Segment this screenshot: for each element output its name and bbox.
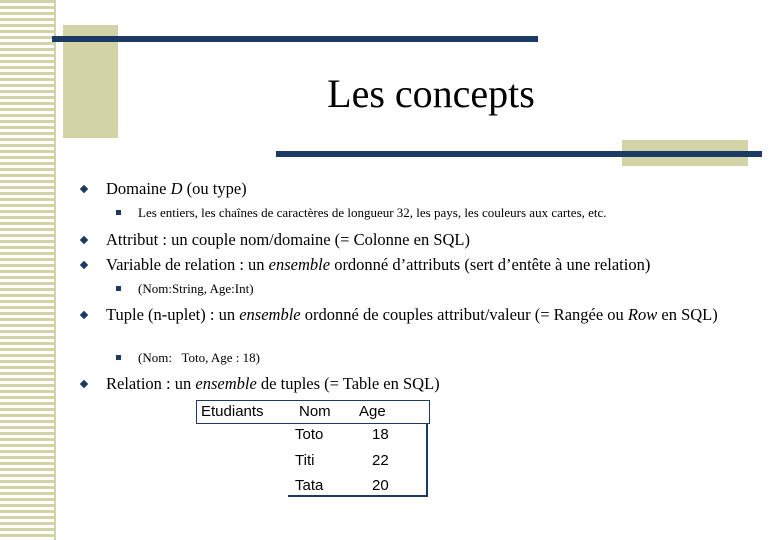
table-border-bottom — [288, 495, 428, 497]
relation-table — [196, 400, 432, 497]
bullet-item — [106, 178, 746, 200]
bullet-text: ordonné de couples attribut/valeur (= Rangée ou — [300, 305, 628, 324]
bullet-text: Les entiers, les chaînes de caractères de longueur 32, les pays, les couleurs aux cartes, etc. — [138, 205, 607, 220]
square-bullet-icon — [116, 355, 121, 360]
bullet-text: (ou type) — [182, 179, 247, 198]
diamond-bullet-icon — [80, 380, 88, 388]
bullet-item — [106, 304, 746, 326]
bullet-item — [106, 254, 746, 276]
decorative-bar-top — [52, 36, 538, 42]
table-cell-age: 22 — [372, 452, 389, 469]
table-cell-age: 18 — [372, 426, 389, 443]
table-cell-nom: Tata — [295, 477, 324, 494]
table-name: Etudiants — [201, 403, 264, 420]
diamond-bullet-icon — [80, 185, 88, 193]
bullet-item — [106, 373, 746, 395]
table-border-right — [426, 424, 428, 497]
bullet-text: Attribut : un couple nom/domaine (= Colonne en SQL) — [106, 230, 470, 249]
bullet-text: ensemble — [239, 305, 301, 324]
bullet-text: ordonné d’attributs (sert d’entête à une relation) — [330, 255, 651, 274]
square-bullet-icon — [116, 286, 121, 291]
diamond-bullet-icon — [80, 261, 88, 269]
table-header-age: Age — [359, 403, 386, 420]
bullet-text: Domaine — [106, 179, 171, 198]
bullet-text: (Nom:String, Age:Int) — [138, 281, 254, 296]
bullet-text: Variable de relation : un — [106, 255, 269, 274]
sub-bullet-item — [138, 349, 738, 367]
bullet-text: Tuple (n-uplet) : un — [106, 305, 240, 324]
decorative-bar-bottom — [276, 151, 762, 157]
square-bullet-icon — [116, 210, 121, 215]
bullet-item — [106, 229, 746, 251]
diamond-bullet-icon — [80, 236, 88, 244]
bullet-text: en SQL) — [657, 305, 718, 324]
table-cell-nom: Toto — [295, 426, 324, 443]
table-cell-age: 20 — [372, 477, 389, 494]
decorative-stripe-strip — [0, 0, 56, 540]
bullet-text: Row — [627, 305, 658, 324]
bullet-text: de tuples (= Table en SQL) — [256, 374, 440, 393]
bullet-text: (Nom: Toto, Age : 18) — [138, 350, 260, 365]
bullet-text: ensemble — [268, 255, 331, 274]
sub-bullet-item — [138, 280, 738, 298]
bullet-text: ensemble — [195, 374, 257, 393]
sub-bullet-item — [138, 204, 738, 222]
slide-title: Les concepts — [327, 71, 535, 116]
table-header-nom: Nom — [299, 403, 331, 420]
diamond-bullet-icon — [80, 311, 88, 319]
bullet-text: Relation : un — [106, 374, 196, 393]
table-cell-nom: Titi — [295, 452, 315, 469]
bullet-text: D — [170, 179, 183, 198]
